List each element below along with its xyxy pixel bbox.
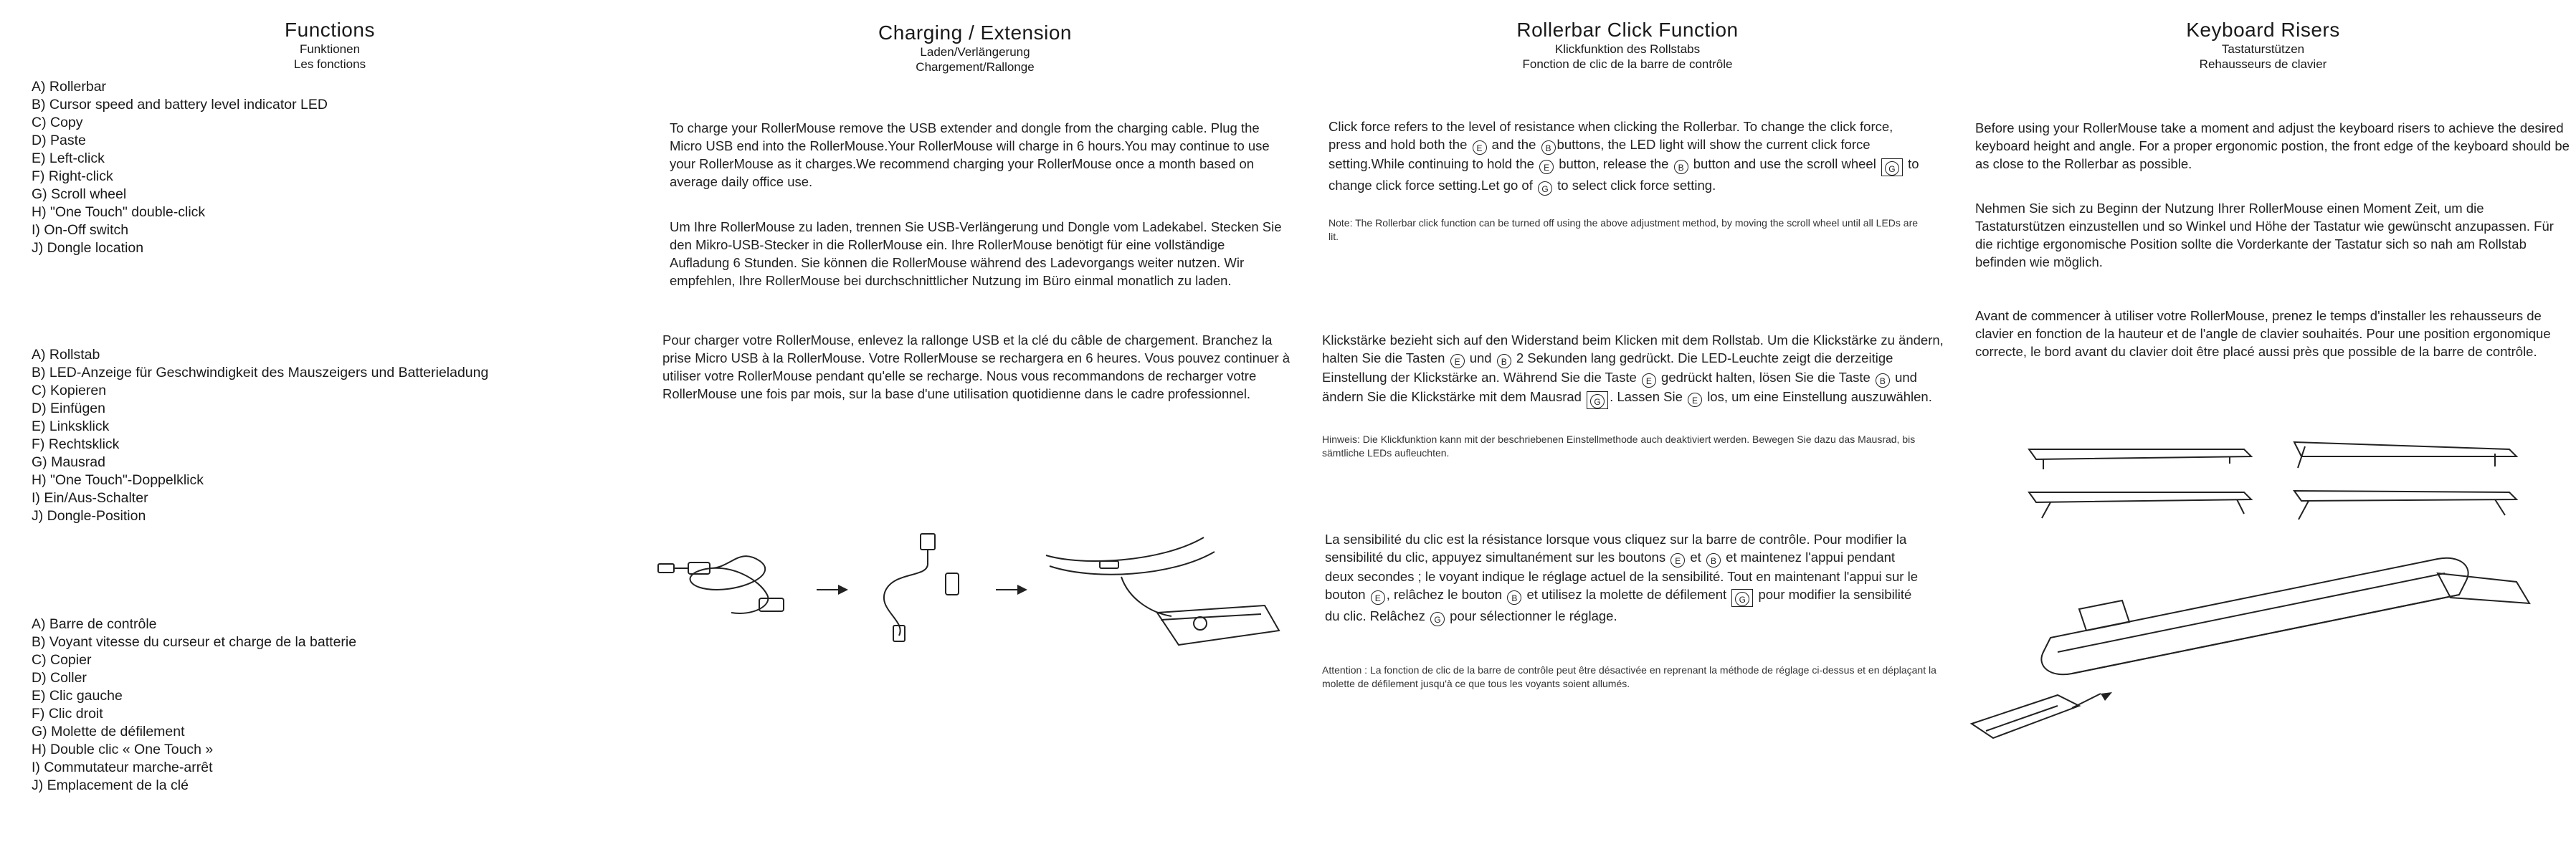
list-item: I) Commutateur marche-arrêt xyxy=(32,760,213,775)
click-text-de-part: los, um eine Einstellung auszuwählen. xyxy=(1707,389,1932,404)
charging-subtitle-fr: Chargement/Rallonge xyxy=(916,60,1035,74)
list-item: D) Paste xyxy=(32,133,86,148)
list-item: D) Coller xyxy=(32,670,87,686)
click-heading xyxy=(1305,19,1950,72)
click-text-fr-part: et utilisez la molette de défilement xyxy=(1526,587,1727,602)
key-e-icon: E xyxy=(1642,373,1656,388)
functions-list-fr xyxy=(32,616,356,795)
list-item: E) Left-click xyxy=(32,150,105,166)
list-item: G) Scroll wheel xyxy=(32,186,127,202)
click-text-fr-part: La sensibilité du clic est la résistance lorsque vous cliquez sur la barre de contrôle. Pour modifier la sensibilité du clic, appuyez simultanément sur les boutons xyxy=(1325,532,1907,565)
key-e-icon: E xyxy=(1371,590,1385,605)
list-item: G) Molette de défilement xyxy=(32,724,185,739)
click-note-en: Note: The Rollerbar click function can be turned off using the above adjustment method, by moving the scroll wheel until all LEDs are lit. xyxy=(1329,217,1919,242)
click-text-de-part: 2 Sekunden lang gedrückt. Die LED-Leuchte zeigt die derzeitige Einstellung der Klickstärke an. Während Sie die Taste xyxy=(1322,350,1893,385)
key-g-icon: G xyxy=(1430,612,1445,626)
list-item: H) Double clic « One Touch » xyxy=(32,742,214,757)
click-text-fr-part: pour modifier la sensibilité du clic. Relâchez xyxy=(1325,587,1912,623)
click-note-fr: Attention : La fonction de clic de la barre de contrôle peut être désactivée en reprenant la méthode de réglage ci-dessus et en déplaçant la molette de défilement jusqu'à ce que tous les voyants soient allumés. xyxy=(1322,664,1936,689)
functions-heading xyxy=(0,19,660,72)
functions-subtitle-de: Funktionen xyxy=(299,42,361,56)
charging-title: Charging / Extension xyxy=(878,21,1072,44)
key-e-icon: E xyxy=(1450,354,1465,368)
charging-heading xyxy=(645,21,1305,75)
charging-subtitle-de: Laden/Verlängerung xyxy=(920,45,1030,59)
key-b-icon: B xyxy=(1541,140,1556,155)
list-item: A) Rollerbar xyxy=(32,79,107,95)
key-e-icon: E xyxy=(1688,393,1702,407)
charging-text-de: Um Ihre RollerMouse zu laden, trennen Sie USB-Verlängerung und Dongle vom Ladekabel. Stecken Sie den Mikro-USB-Stecker in die RollerMouse ein. Ihre RollerMouse benötigt für eine vollständige Aufladung 6 Stunden. Sie können die RollerMouse während des Ladevorgangs weiter nutzen. Wir empfehlen, Ihre RollerMouse bei durchschnittlicher Nutzung im Büro einmal monatlich zu laden. xyxy=(670,219,1282,288)
key-b-icon: B xyxy=(1497,354,1511,368)
click-text-de-part: Klickstärke bezieht sich auf den Widerstand beim Klicken mit dem Rollstab. Um die Klickstärke zu ändern, halten Sie die Tasten xyxy=(1322,332,1944,365)
click-subtitle-de: Klickfunktion des Rollstabs xyxy=(1554,42,1701,56)
click-text-en-part: buttons, the LED light will show the current click force setting.While continuing to hold the xyxy=(1329,137,1871,171)
risers-heading xyxy=(1950,19,2576,72)
risers-text-fr: Avant de commencer à utiliser votre RollerMouse, prenez le temps d'installer les rehausseurs de clavier en fonction de la hauteur et de l'angle de clavier souhaités. Pour une position ergonomique correcte, le bord avant du clavier doit être placé aussi près que possible de la barre de contrôle. xyxy=(1975,308,2551,359)
list-item: J) Dongle-Position xyxy=(32,508,146,524)
scroll-wheel-icon xyxy=(1587,391,1608,409)
risers-text-de: Nehmen Sie sich zu Beginn der Nutzung Ihrer RollerMouse einen Moment Zeit, um die Tastaturstützen einzustellen und so Winkel und Höhe der Tastatur wie gewünscht anzupassen. Für die richtige ergonomische Position sollte die Vorderkante der Tastatur sich so nah am Rollstab befinden wie möglich. xyxy=(1975,201,2554,269)
key-g-icon: G xyxy=(1885,161,1899,176)
risers-title: Keyboard Risers xyxy=(2186,19,2340,41)
click-text-en-part: button and use the scroll wheel xyxy=(1693,156,1876,171)
click-text-de-part: und ändern Sie die Klickstärke mit dem Mausrad xyxy=(1322,370,1917,404)
charging-text-fr: Pour charger votre RollerMouse, enlevez la rallonge USB et la clé du câble de chargement. Branchez la prise Micro USB à la RollerMouse. Votre RollerMouse se rechargera en 6 heures. Vous pouvez continuer à utiliser votre RollerMouse pendant qu'elle se recharge. Nous vous recommandons de recharger votre RollerMouse une fois par mois, sur la base d'une utilisation quotidienne dans le cadre professionnel. xyxy=(662,332,1291,401)
key-b-icon: B xyxy=(1507,590,1521,605)
click-text-fr-part: et maintenez l'appui pendant deux secondes ; le voyant indique le réglage actuel de la sensibilité. Tout en maintenant l'appui sur le bouton xyxy=(1325,550,1918,602)
key-b-icon: B xyxy=(1876,373,1890,388)
click-text-en-part: Click force refers to the level of resistance when clicking the Rollerbar. To change the click force, press and hold both the xyxy=(1329,119,1893,152)
list-item: F) Rechtsklick xyxy=(32,436,120,452)
click-text-en-part: and the xyxy=(1491,137,1536,152)
list-item: B) LED-Anzeige für Geschwindigkeit des Mauszeigers und Batterieladung xyxy=(32,365,489,380)
click-text-de-part: und xyxy=(1469,350,1492,365)
charging-column xyxy=(645,0,1305,857)
list-item: B) Cursor speed and battery level indicator LED xyxy=(32,97,328,112)
list-item: F) Clic droit xyxy=(32,706,103,722)
key-g-icon: G xyxy=(1538,181,1552,196)
click-text-fr-part: et xyxy=(1690,550,1701,565)
list-item: I) Ein/Aus-Schalter xyxy=(32,490,148,506)
list-item: A) Rollstab xyxy=(32,347,100,363)
click-column xyxy=(1305,0,1950,857)
click-text-de xyxy=(1322,331,1953,409)
key-e-icon: E xyxy=(1670,553,1685,568)
list-item: I) On-Off switch xyxy=(32,222,129,238)
list-item: B) Voyant vitesse du curseur et charge de la batterie xyxy=(32,634,357,650)
key-e-icon: E xyxy=(1473,140,1487,155)
click-text-de-part: gedrückt halten, lösen Sie die Taste xyxy=(1661,370,1871,385)
functions-column xyxy=(0,0,660,857)
list-item: C) Kopieren xyxy=(32,383,107,398)
list-item: D) Einfügen xyxy=(32,401,105,416)
risers-column xyxy=(1950,0,2576,857)
key-b-icon: B xyxy=(1706,553,1721,568)
click-text-fr-part: pour sélectionner le réglage. xyxy=(1450,608,1617,623)
click-text-en-part: button, release the xyxy=(1559,156,1669,171)
scroll-wheel-icon xyxy=(1731,589,1753,607)
risers-text-en: Before using your RollerMouse take a moment and adjust the keyboard risers to achieve the desired keyboard height and angle. For a proper ergonomic postion, the front edge of the keyboard should be as close to the Rollerbar as possible. xyxy=(1975,120,2570,171)
list-item: C) Copier xyxy=(32,652,92,668)
list-item: E) Linksklick xyxy=(32,418,110,434)
click-text-fr xyxy=(1325,530,1927,626)
functions-title: Functions xyxy=(285,19,375,41)
key-g-icon: G xyxy=(1590,394,1605,408)
list-item: H) "One Touch"-Doppelklick xyxy=(32,472,204,488)
click-text-en-part: to change click force setting.Let go of xyxy=(1329,156,1919,193)
click-note-de: Hinweis: Die Klickfunktion kann mit der beschriebenen Einstellmethode auch deaktiviert werden. Bewegen Sie dazu das Mausrad, bis sämtliche LEDs aufleuchten. xyxy=(1322,434,1916,459)
key-g-icon: G xyxy=(1735,592,1749,606)
click-text-en-part: to select click force setting. xyxy=(1557,178,1716,193)
list-item: H) "One Touch" double-click xyxy=(32,204,206,220)
click-title: Rollerbar Click Function xyxy=(1516,19,1739,41)
list-item: C) Copy xyxy=(32,115,83,130)
functions-subtitle-fr: Les fonctions xyxy=(293,57,366,71)
list-item: G) Mausrad xyxy=(32,454,105,470)
list-item: A) Barre de contrôle xyxy=(32,616,157,632)
functions-list-de xyxy=(32,346,488,525)
scroll-wheel-icon xyxy=(1881,158,1903,176)
list-item: J) Emplacement de la clé xyxy=(32,777,189,793)
click-text-fr-part: , relâchez le bouton xyxy=(1386,587,1503,602)
click-text-en xyxy=(1329,118,1924,196)
functions-list-en xyxy=(32,78,328,257)
charging-illustration xyxy=(655,512,1286,656)
list-item: F) Right-click xyxy=(32,168,113,184)
click-subtitle-fr: Fonction de clic de la barre de contrôle xyxy=(1522,57,1733,71)
list-item: E) Clic gauche xyxy=(32,688,123,704)
click-text-de-part: . Lassen Sie xyxy=(1610,389,1683,404)
list-item: J) Dongle location xyxy=(32,240,144,256)
key-e-icon: E xyxy=(1539,160,1554,174)
key-b-icon: B xyxy=(1674,160,1688,174)
rollermouse-risers-illustration xyxy=(1964,502,2567,760)
risers-subtitle-fr: Rehausseurs de clavier xyxy=(2199,57,2327,71)
charging-text-en: To charge your RollerMouse remove the USB extender and dongle from the charging cable. Plug the Micro USB end into the RollerMouse.Your RollerMouse will charge in 6 hours.You may continue to use your RollerMouse as it charges.We recommend charging your RollerMouse once a month based on average daily office use. xyxy=(670,120,1270,189)
risers-subtitle-de: Tastaturstützen xyxy=(2221,42,2305,56)
